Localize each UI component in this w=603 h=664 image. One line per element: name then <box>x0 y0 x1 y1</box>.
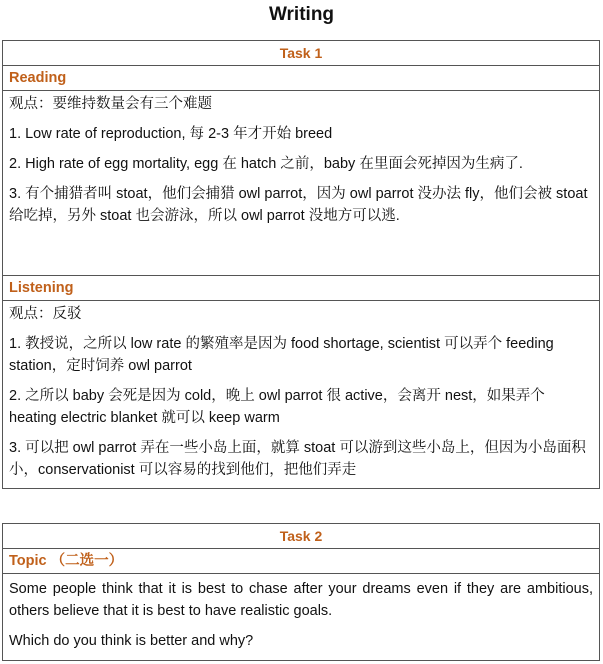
topic-label: Topic （二选一） <box>3 549 600 574</box>
task1-header-row <box>3 41 600 66</box>
task2-header: Task 2 <box>3 524 600 549</box>
reading-point-1: 1. Low rate of reproduction, 每 2-3 年才开始 breed <box>9 126 333 142</box>
topic-prompt: Some people think that it is best to chase after your dreams even if they are ambitious, others believe that it is best to have realistic goals. <box>9 581 593 619</box>
topic-body <box>3 574 600 661</box>
reading-point-2: 2. High rate of egg mortality, egg 在 hatch 之前，baby 在里面会死掉因为生病了. <box>9 156 523 172</box>
reading-body-row <box>3 91 600 276</box>
topic-header-row <box>3 549 600 574</box>
listening-header-row <box>3 276 600 301</box>
listening-label: Listening <box>3 276 600 301</box>
task2-table <box>2 523 600 661</box>
reading-body <box>3 91 600 276</box>
task1-table <box>2 40 600 489</box>
listening-body <box>3 301 600 489</box>
reading-label: Reading <box>3 66 600 91</box>
reading-point-3: 3. 有个捕猎者叫 stoat，他们会捕猎 owl parrot，因为 owl parrot 没办法 fly，他们会被 stoat 给吃掉，另外 stoat 也会游泳，所以 owl parrot 没地方可以逃. <box>9 186 588 224</box>
task2-header-row <box>3 524 600 549</box>
listening-body-row <box>3 301 600 489</box>
listening-point-1: 1. 教授说，之所以 low rate 的繁殖率是因为 food shortage, scientist 可以弄个 feeding station，定时饲养 owl parrot <box>9 336 554 374</box>
task1-header: Task 1 <box>3 41 600 66</box>
page-title: Writing <box>268 4 335 25</box>
topic-body-row <box>3 574 600 661</box>
listening-point-2: 2. 之所以 baby 会死是因为 cold，晚上 owl parrot 很 active，会离开 nest，如果弄个 heating electric blanket 就可以 keep warm <box>9 388 545 426</box>
listening-viewpoint: 观点：反驳 <box>9 306 82 322</box>
reading-viewpoint: 观点：要维持数量会有三个难题 <box>9 96 212 112</box>
topic-question: Which do you think is better and why? <box>9 633 254 649</box>
reading-header-row <box>3 66 600 91</box>
listening-point-3: 3. 可以把 owl parrot 弄在一些小岛上面，就算 stoat 可以游到这些小岛上，但因为小岛面积小，conservationist 可以容易的找到他们，把他们弄走 <box>9 440 586 478</box>
